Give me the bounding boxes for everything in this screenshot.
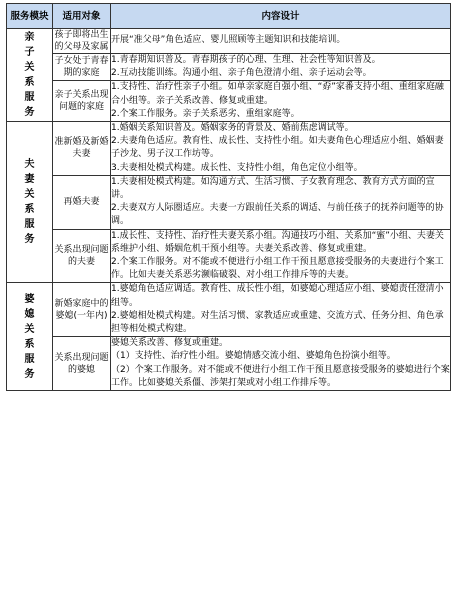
module-cell [7,122,53,283]
content-cell [111,81,451,122]
target-cell: 关系出现问题的婆媳 [53,337,111,391]
content-cell [111,283,451,337]
content-cell [111,29,451,54]
header-module: 服务模块 [7,4,53,29]
module-label: 夫妻关系服务 [24,159,35,246]
header-content: 内容设计 [111,4,451,29]
content-line: （1）支持性、治疗性小组。婆媳情感交流小组、婆媳角色扮演小组等。 [111,351,396,362]
content-line: 3.夫妻相处模式构建。成长性、支持性小组，角色定位小组等。 [111,162,363,173]
table-row [7,175,451,229]
content-line: 1.支持性、治疗性亲子小组。如单亲家庭自强小组、“孬”家番支持小组、重组家庭融合小组等。亲子关系改善、修复或重建。 [111,82,444,106]
header-target: 适用对象 [53,4,111,29]
content-cell [111,54,451,81]
content-line: （2）个案工作服务。对不能或不便进行小组工作干预且愿意接受服务的婆媳进行个案工作。比如婆媳关系僵、涉架打架或对小组工作排斥等。 [111,364,450,388]
content-line: 1.婚姻关系知识普及。婚姻家务的背景及、婚前焦虑调试等。 [111,123,354,134]
service-table [6,3,451,391]
module-cell [7,29,53,122]
table-row [7,337,451,391]
content-line: 开展“准父母”角色适应、婴儿照顾等主题知识和技能培训。 [111,35,346,46]
table-row [7,81,451,122]
target-cell: 亲子关系出现问题的家庭 [53,81,111,122]
content-cell [111,229,451,283]
target-cell: 子女处于青春期的家庭 [53,54,111,81]
target-cell: 准新婚及新婚夫妻 [53,122,111,176]
content-line: 1.婆媳角色适应调适。教育性、成长性小组，如婆媳心理适应小组、婆媳责任澄清小组等。 [111,284,444,308]
table-row [7,283,451,337]
module-label: 婆媳关系服务 [24,293,35,380]
table-row [7,29,451,54]
content-cell [111,337,451,391]
table-row [7,54,451,81]
content-line: 2.夫妻双方人际圈适应。夫妻一方跟前任关系的调适、与前任孩子的抚养问题等的协调。 [111,203,444,227]
content-cell [111,122,451,176]
module-label: 亲子关系服务 [24,32,35,118]
target-cell: 新婚家庭中的婆媳(一年内) [53,283,111,337]
target-cell: 孩子即将出生的父母及家属 [54,30,109,52]
table-header-row [7,4,451,29]
content-line: 2.个案工作服务。对不能或不便进行小组工作干预且愿意接受服务的夫妻进行个案工作。比如夫妻关系恶劣濒临破裂、对小组工作排斥等的夫妻。 [111,257,444,281]
content-cell [111,175,451,229]
table-row [7,122,451,176]
module-cell [7,283,53,391]
content-line: 2.夫妻角色适应。教育性、成长性、支持性小组。如夫妻角色心理适应小组、婚姻妻子沙龙、男子汉工作坊等。 [111,136,444,160]
target-cell: 再婚夫妻 [53,175,111,229]
target-cell: 关系出现问题的夫妻 [53,229,111,283]
content-line: 1.青春期知识普及。青春期孩子的心理、生理、社会性等知识普及。 [111,55,381,65]
content-line: 1.夫妻相处模式构建。如沟通方式、生活习惯、子女教育理念、教育方式方面的宣讲。 [111,176,435,201]
table-body [7,29,451,391]
content-line: 婆媳关系改善、修复或重建。 [111,338,229,349]
table-row [7,229,451,283]
content-line: 1.成长性、支持性、治疗性夫妻关系小组。沟通技巧小组、关系加“蜜”小组、夫妻关系维护小组、婚姻危机干预小组等。夫妻关系改善、修复或重建。 [111,230,444,254]
content-line: 2.婆媳相处模式构建。对生活习惯、家教适应或重建、交流方式、任务分担、角色承担等相处模式构建。 [111,310,444,335]
content-line: 2.互动技能训练。沟通小组、亲子角色澄清小组、亲子运动会等。 [111,68,372,79]
content-line: 2.个案工作服务。亲子关系恶劣、重组家庭等。 [111,108,300,119]
